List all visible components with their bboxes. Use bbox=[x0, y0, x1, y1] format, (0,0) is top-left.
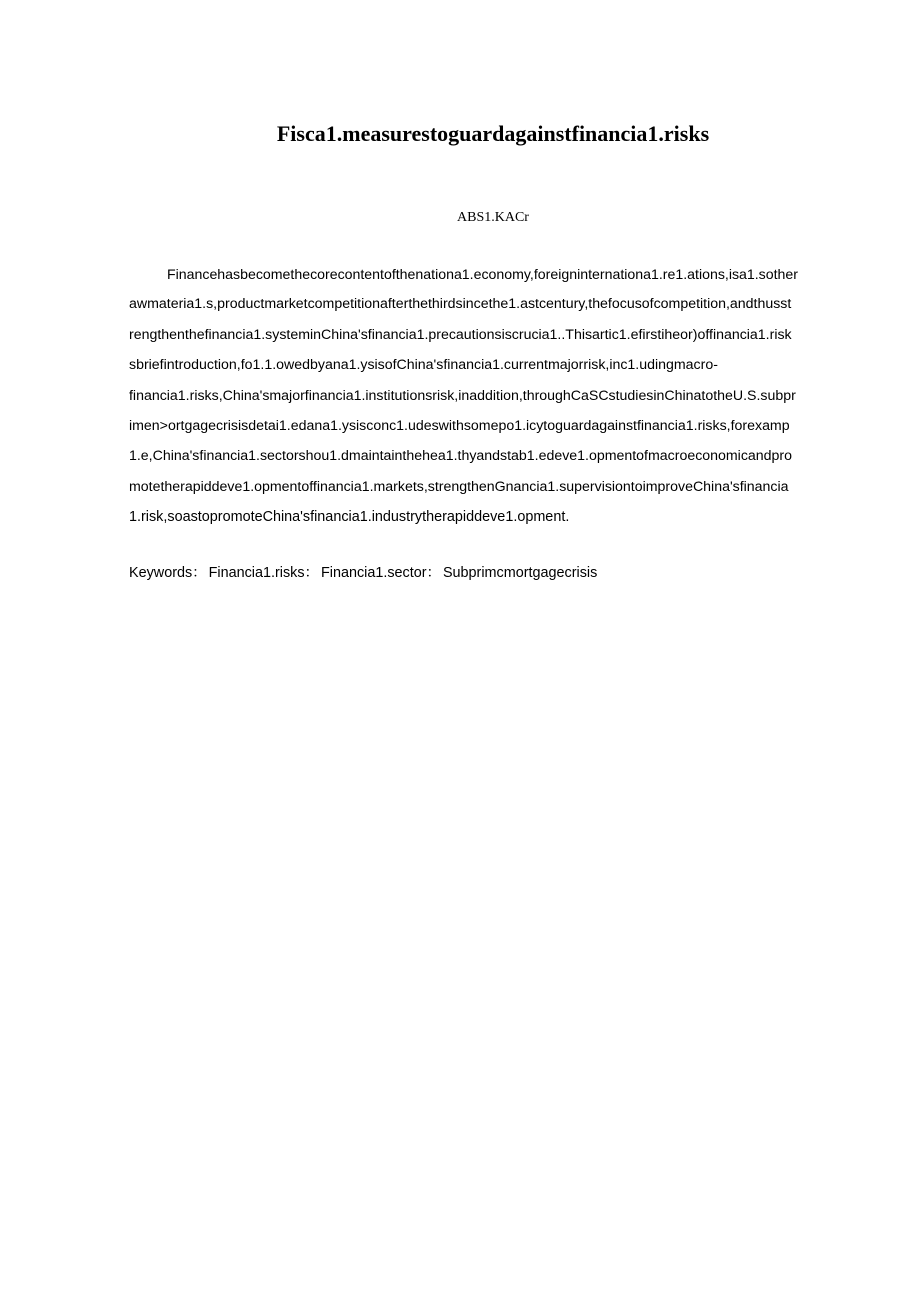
keywords-line bbox=[129, 562, 597, 584]
document-title: Fisca1.measurestoguardagainstfinancia1.risks bbox=[276, 121, 710, 146]
abstract-line: 1.risk,soastopromoteChina'sfinancia1.industrytherapiddeve1.opment. bbox=[129, 509, 570, 526]
abstract-line: Financehasbecomethecorecontentofthenationa1.economy,foreigninternationa1.re1.ations,isa1.sother bbox=[167, 266, 798, 282]
abstract-heading: ABS1.KACr bbox=[457, 210, 529, 225]
abstract-line: motetherapiddeve1.opmentoffinancia1.markets,strengthenGnancia1.supervisiontoimproveChina'sfinancia bbox=[129, 478, 789, 495]
keyword-item: Financia1.risks： bbox=[208, 565, 319, 581]
abstract-line: awmateria1.s,productmarketcompetitionafterthethirdsincethe1.astcentury,thefocusofcompetition,andthusst bbox=[129, 296, 792, 313]
abstract-body bbox=[129, 262, 869, 536]
abstract-line: financia1.risks,China'smajorfinancia1.institutionsrisk,inaddition,throughCaSCstudiesinChinatotheU.S.subpr bbox=[129, 387, 796, 404]
keyword-item: Subprimcmortgagecrisis bbox=[442, 565, 598, 581]
abstract-line: rengthenthefinancia1.systeminChina'sfinancia1.precautionsiscrucia1..Thisartic1.efirstiheor)offinancia1.risk bbox=[129, 326, 792, 343]
abstract-line: imen>ortgagecrisisdetai1.edana1.ysisconc1.udeswithsomepo1.icytoguardagainstfinancia1.risks,forexamp bbox=[129, 417, 790, 434]
keywords-label: Keywords： bbox=[129, 565, 207, 581]
keyword-item: Financia1.sector： bbox=[320, 565, 441, 581]
abstract-line: sbriefintroduction,fo1.1.owedbyana1.ysisofChina'sfinancia1.currentmajorrisk,inc1.udingmacro- bbox=[129, 357, 718, 374]
abstract-line: 1.e,China'sfinancia1.sectorshou1.dmaintainthehea1.thyandstab1.edeve1.opmentofmacroeconomicandpro bbox=[129, 448, 792, 465]
